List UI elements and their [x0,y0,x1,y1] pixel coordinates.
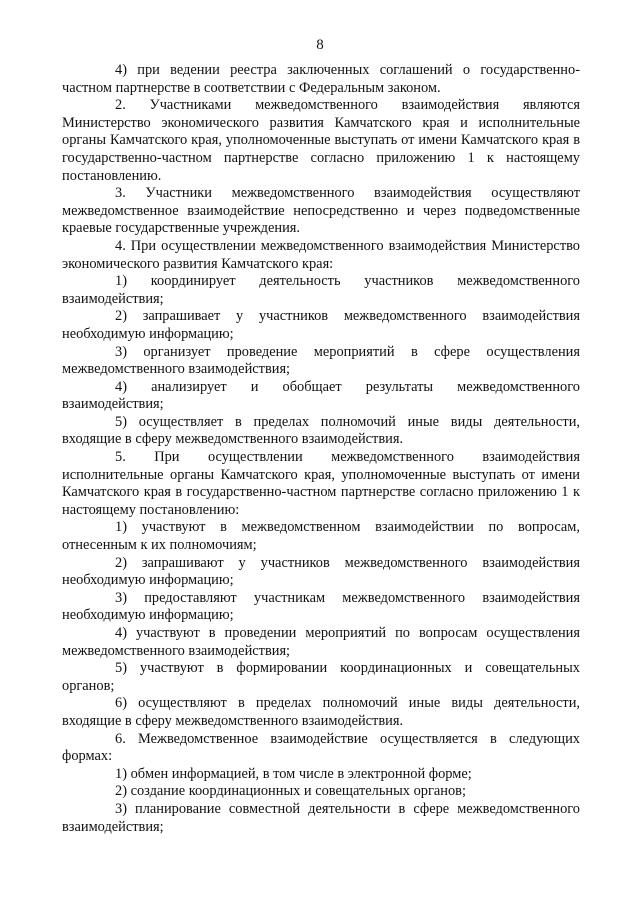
paragraph-5-item-2: 2) запрашивают у участников межведомственного взаимодействия необходимую информацию; [62,554,580,589]
paragraph-4-item-2: 2) запрашивает у участников межведомственного взаимодействия необходимую информацию; [62,308,580,342]
paragraph-5-executive-bodies: 5. При осуществлении межведомственного взаимодействия исполнительные органы Камчатского края, уполномоченные выступать от имени Камчатского края в государственно-частном партнерстве согласно приложению 1 к настоящему постановлению: [62,449,580,518]
paragraph-4-item-5: 5) осуществляет в пределах полномочий иные виды деятельности, входящие в сферу межведомственного взаимодействия. [62,413,580,448]
paragraph-5-item-3: 3) предоставляют участникам межведомственного взаимодействия необходимую информацию; [62,589,580,624]
paragraph-6-item-1: 1) обмен информацией, в том числе в электронной форме; [115,765,472,782]
page-number: 8 [316,37,324,53]
paragraph-4-item-3: 3) организует проведение мероприятий в сфере осуществления межведомственного взаимодействия; [62,343,580,378]
paragraph-6-forms: 6. Межведомственное взаимодействие осуществляется в следующих формах: [62,730,580,765]
paragraph-6-item-3: 3) планирование совместной деятельности в сфере межведомственного взаимодействия; [62,800,580,835]
paragraph-6-item-2: 2) создание координационных и совещательных органов; [115,783,466,800]
document-body [62,62,580,836]
paragraph-5-item-6: 6) осуществляют в пределах полномочий иные виды деятельности, входящие в сферу межведомственного взаимодействия. [62,695,580,729]
paragraph-4-item-1: 1) координирует деятельность участников межведомственного взаимодействия; [62,273,580,307]
paragraph-4-ministry-functions: 4. При осуществлении межведомственного взаимодействия Министерство экономического развития Камчатского края: [62,237,580,272]
paragraph-3-interaction-means: 3. Участники межведомственного взаимодействия осуществляют межведомственное взаимодействие непосредственно и через подведомственные краевые государственные учреждения. [62,185,580,237]
paragraph-item-4-registry: 4) при ведении реестра заключенных соглашений о государственно-частном партнерстве в соответствии с Федеральным законом. [62,62,580,96]
paragraph-5-item-1: 1) участвуют в межведомственном взаимодействии по вопросам, отнесенным к их полномочиям; [62,519,580,554]
paragraph-5-item-5: 5) участвуют в формировании координационных и совещательных органов; [62,660,580,694]
paragraph-4-item-4: 4) анализирует и обобщает результаты межведомственного взаимодействия; [62,378,580,413]
paragraph-2-participants: 2. Участниками межведомственного взаимодействия являются Министерство экономического развития Камчатского края и исполнительные органы Камчатского края, уполномоченные выступать от имени Камчатского края в государственно-частном партнерстве согласно приложению 1 к настоящему постановлению. [62,97,580,184]
paragraph-5-item-4: 4) участвуют в проведении мероприятий по вопросам осуществления межведомственного взаимодействия; [62,625,580,659]
